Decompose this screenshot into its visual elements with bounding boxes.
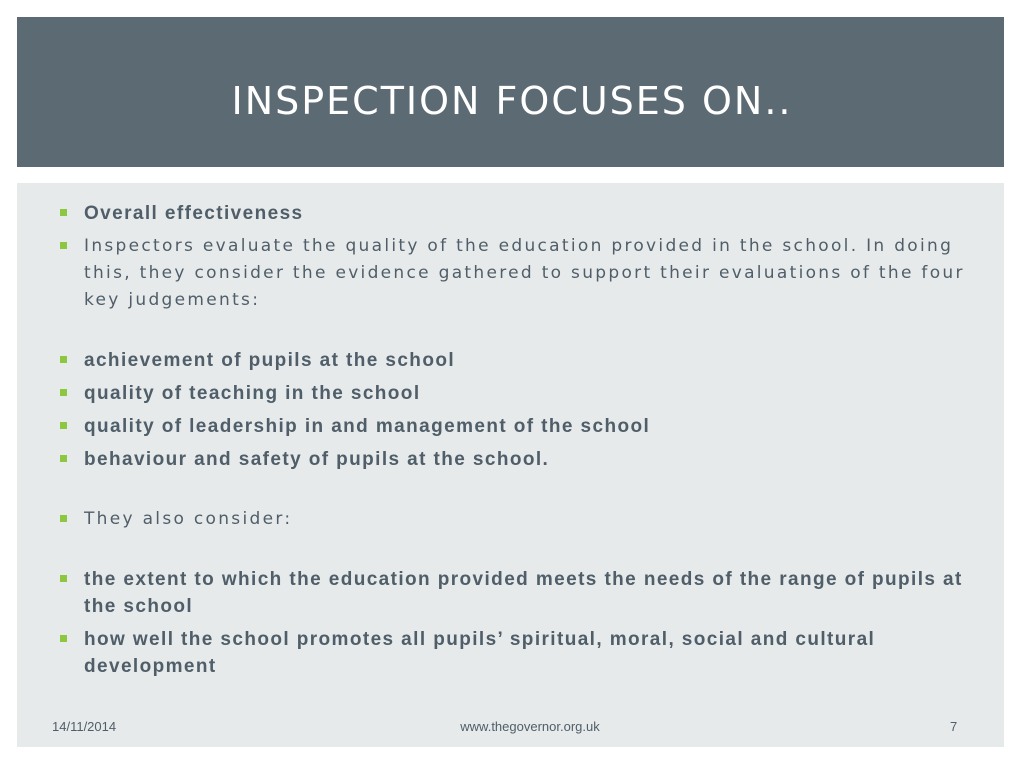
bullet-text: the extent to which the education provided meets the needs of the range of pupils at the school [84,569,963,617]
bullet-square-icon [60,242,67,249]
bullet-item [40,413,975,440]
bullet-square-icon [60,209,67,216]
bullet-text: behaviour and safety of pupils at the school. [84,449,550,470]
bullet-square-icon [60,515,67,522]
bullet-square-icon [60,575,67,582]
bullet-item [40,233,975,314]
bullet-item [40,566,975,620]
bullet-item [40,200,975,227]
bullet-item [40,380,975,407]
footer-date: 14/11/2014 [52,719,117,734]
footer-url: www.thegovernor.org.uk [460,719,600,734]
slide-title: INSPECTION FOCUSES ON.. [231,79,793,123]
bullet-text: Inspectors evaluate the quality of the education provided in the school. In doing this, they consider the evidence gathered to support their evaluations of the four key judgements: [84,236,965,310]
bullet-list [40,198,975,680]
bullet-text: achievement of pupils at the school [84,350,456,371]
bullet-text: how well the school promotes all pupils’ spiritual, moral, social and cultural development [84,629,876,677]
bullet-text: Overall effectiveness [84,203,304,224]
bullet-square-icon [60,455,67,462]
bullet-item [40,347,975,374]
bullet-text: quality of leadership in and management of the school [84,416,651,437]
bullet-square-icon [60,422,67,429]
footer-page-number: 7 [950,719,958,734]
bullet-item [40,626,975,680]
bullet-item [40,446,975,473]
bullet-square-icon [60,356,67,363]
bullet-text: quality of teaching in the school [84,383,421,404]
bullet-item [40,506,975,533]
bullet-square-icon [60,389,67,396]
bullet-text: They also consider: [84,509,293,529]
bullet-square-icon [60,635,67,642]
